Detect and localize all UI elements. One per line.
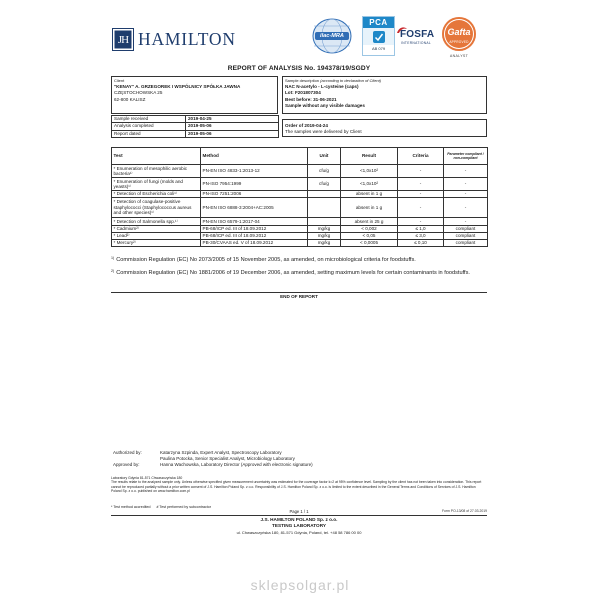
date-row-received <box>112 116 279 123</box>
cell-result: absent in 25 g <box>341 218 398 226</box>
cell-method: PN-ISO 7954:1999 <box>201 178 308 191</box>
date-label: Sample received <box>112 116 186 123</box>
table-header-row <box>112 148 488 165</box>
sample-heading-note: (according to declaration of Client) <box>320 78 382 83</box>
pca-label: PCA <box>363 17 394 28</box>
cell-method: PB-68/ICP ed. III of 18.09.2012 <box>201 226 308 233</box>
footer-address: ul. Chwaszczyńska 180, 81-571 Gdynia, Poland, tel. +48 58 786 00 00 <box>236 530 362 535</box>
pca-accreditation-icon <box>363 28 394 45</box>
cell-result: < 0,002 <box>341 226 398 233</box>
cell-unit <box>308 198 341 218</box>
date-value: 2019-04-25 <box>186 116 279 123</box>
client-city: 62-800 KALISZ <box>114 96 146 102</box>
gafta-label: Gafta <box>447 27 471 37</box>
ilac-mra-logo <box>312 18 352 54</box>
date-row-completed <box>112 123 279 130</box>
gafta-seal-icon <box>442 17 476 51</box>
cell-result: <1,0x10² <box>341 178 398 191</box>
col-header-test: Test <box>112 148 201 165</box>
cell-criteria: ≤ 0,10 <box>398 240 444 247</box>
col-header-criteria: Criteria <box>398 148 444 165</box>
table-row <box>112 191 488 198</box>
cell-test: * Detection of Escherichia coli¹⁾ <box>112 191 201 198</box>
cell-method: PN-EN ISO 6579-1:2017-04 <box>201 218 308 226</box>
lab-disclaimer: The results relate to the analyzed sample only. Unless otherwise specified given measurement uncertainty was estimated for the coverage factor k=2 at 95% confidence level. Sampling by the client has not been taken into consideration. This report cannot be reproduced partially without a prior written consent of J.S. Hamilton Poland Sp. z o.o. Responsibility of J.S. Hamilton Poland Sp. z o.o. is limited to the extent described in the General Terms and Conditions of Services of J.S. Hamilton Poland Sp. z o.o. published on www.hamilton.com.pl <box>111 480 482 493</box>
cell-compliance: - <box>444 165 488 178</box>
order-box <box>282 119 487 137</box>
footnote-1 <box>111 255 487 264</box>
approved-name: Hanna Wachowska, Laboratory Director (Approved with electronic signature) <box>160 462 313 467</box>
table-row <box>112 178 488 191</box>
company-footer <box>111 516 487 536</box>
cell-criteria: - <box>398 198 444 218</box>
cell-unit: cfu/g <box>308 165 341 178</box>
approved-line <box>113 462 313 468</box>
cell-compliance: - <box>444 198 488 218</box>
cell-unit: mg/kg <box>308 226 341 233</box>
cell-unit <box>308 191 341 198</box>
date-row-report <box>112 130 279 137</box>
cell-result: absent in 1 g <box>341 198 398 218</box>
cell-test: * Cadmium²⁾ <box>112 226 201 233</box>
authorized-label: Authorized by: <box>113 450 142 455</box>
cell-result: < 0,0005 <box>341 240 398 247</box>
fosfa-sublabel: INTERNATIONAL <box>401 41 432 45</box>
footnote-text: Commission Regulation (EC) No 1881/2006 of 19 December 2006, as amended, setting maximum levels for certain contaminants in foodstuffs. <box>116 270 470 276</box>
cell-unit: mg/kg <box>308 240 341 247</box>
approved-label: Approved by: <box>113 462 140 467</box>
cell-test: * Detection of coagulase-positive staphylococci (Staphylococcus aureus and other species)¹⁾ <box>112 198 201 218</box>
col-header-unit: Unit <box>308 148 341 165</box>
cell-criteria: ≤ 1,0 <box>398 226 444 233</box>
gafta-analyst-label: ANALYST <box>449 54 469 58</box>
results-table <box>111 147 488 247</box>
cell-unit <box>308 218 341 226</box>
fosfa-label: FOSFA <box>400 29 435 40</box>
date-label: Analysis completed <box>112 123 186 130</box>
cell-compliance: - <box>444 191 488 198</box>
authorized-name: Katarzyna Szpinda, Expert Analyst, Spectroscopy Laboratory <box>160 450 282 455</box>
end-divider <box>111 292 487 293</box>
table-row <box>112 233 488 240</box>
cell-result: <1,0x10² <box>341 165 398 178</box>
cell-criteria: - <box>398 191 444 198</box>
sample-box <box>282 76 487 114</box>
lab-notes <box>111 476 487 493</box>
table-row <box>112 226 488 233</box>
cell-compliance: - <box>444 218 488 226</box>
date-label: Report dated <box>112 130 186 137</box>
footnote-text: Commission Regulation (EC) No 2073/2005 of 15 November 2005, as amended, on microbiological criteria for foodstuffs. <box>116 257 416 263</box>
gafta-approved-label: APPROVED <box>449 40 469 44</box>
cell-criteria: ≤ 3,0 <box>398 233 444 240</box>
jh-monogram-icon: JH <box>113 29 133 50</box>
cell-compliance: compliant <box>444 240 488 247</box>
order-line: Order of 2019-04-24 <box>285 123 328 128</box>
client-name: "KENAY" A. GRZEGOREK I WSPÓLNICY SPÓŁKA JAWNA <box>114 84 241 89</box>
cell-method: PN-EN ISO 6888-3:2004+AC:2005 <box>201 198 308 218</box>
footnote-marker: 1) <box>111 256 115 260</box>
client-box <box>111 76 278 114</box>
sample-condition: Sample without any visible damages <box>285 102 365 108</box>
col-header-method: Method <box>201 148 308 165</box>
cell-method: PN-EN ISO 4833-1:2013-12 <box>201 165 308 178</box>
table-row <box>112 165 488 178</box>
col-header-result: Result <box>341 148 398 165</box>
cell-test: * Mercury²⁾ <box>112 240 201 247</box>
cell-compliance: compliant <box>444 226 488 233</box>
legend-accredited: * Test method accredited <box>111 505 151 509</box>
logo-wordmark: HAMILTON <box>138 29 236 49</box>
form-reference: Form PO-13/08 of 27.03.2019 <box>441 509 487 513</box>
sample-name: NAC N-acetylo - L-cysteine (caps) <box>285 84 359 89</box>
cell-method: PN-ISO 7251:2006 <box>201 191 308 198</box>
cell-criteria: - <box>398 178 444 191</box>
cell-test: * Detection of Salmonella spp.¹⁾ <box>112 218 201 226</box>
watermark: sklepsolgar.pl <box>250 577 350 593</box>
date-value: 2019-05-06 <box>186 130 279 137</box>
hamilton-logo <box>113 29 236 50</box>
report-title: REPORT OF ANALYSIS No. 194378/19/SGDY <box>227 65 371 72</box>
col-header-compliance: Parameter compliant / non-compliant <box>444 148 488 165</box>
client-heading: Client <box>114 78 125 83</box>
cell-unit: cfu/g <box>308 178 341 191</box>
fosfa-logo <box>396 26 435 48</box>
cell-compliance: - <box>444 178 488 191</box>
cell-criteria: - <box>398 218 444 226</box>
table-row <box>112 198 488 218</box>
cell-test: * Enumeration of fungi (molds and yeasts)¹⁾ <box>112 178 201 191</box>
pca-accreditation-code: AB 079 <box>371 46 386 51</box>
table-row <box>112 218 488 226</box>
ilac-mra-label: ilac-MRA <box>315 32 349 40</box>
gafta-logo <box>440 17 480 59</box>
legend-subcontractor: # Test performed by subcontractor <box>156 505 211 509</box>
cell-test: * Enumeration of mesophilic aerobic bacteria¹⁾ <box>112 165 201 178</box>
dates-table <box>111 115 279 138</box>
cell-result: absent in 1 g <box>341 191 398 198</box>
sample-heading-label: Sample description <box>285 78 320 83</box>
cell-test: * Lead²⁾ <box>112 233 201 240</box>
cell-method: PB-68/ICP ed. III of 18.09.2012 <box>201 233 308 240</box>
footer-company: J.S. HAMILTON POLAND Sp. z o.o. <box>260 517 338 522</box>
end-of-report: END OF REPORT <box>280 294 318 299</box>
date-value: 2019-05-06 <box>186 123 279 130</box>
cell-result: < 0,05 <box>341 233 398 240</box>
table-row <box>112 240 488 247</box>
footnote-marker: 2) <box>111 269 115 273</box>
cell-unit: mg/kg <box>308 233 341 240</box>
page-number: Page 1 / 1 <box>289 509 309 514</box>
client-street: CZĘSTOCHOWSKA 25 <box>114 90 163 96</box>
cell-method: PB-30/CVAAS ed. V of 18.09.2012 <box>201 240 308 247</box>
cell-criteria: - <box>398 165 444 178</box>
order-delivery: The samples were delivered by Client <box>285 129 362 135</box>
authorized-name: Paulina Potocka, Senior Specialist Analyst, Microbiology Laboratory <box>160 456 295 461</box>
lab-address: Laboratory Gdynia 81-571 Chwaszczyńska 180 <box>111 476 183 480</box>
signature-block <box>113 450 313 468</box>
sample-lot: Lot: F201807304 <box>285 90 321 96</box>
sample-best-before: Best before: 31-06-2021 <box>285 96 337 102</box>
footer-unit: TESTING LABORATORY <box>271 523 327 528</box>
pca-logo <box>362 16 395 56</box>
footnote-2 <box>111 268 487 277</box>
cell-compliance: compliant <box>444 233 488 240</box>
